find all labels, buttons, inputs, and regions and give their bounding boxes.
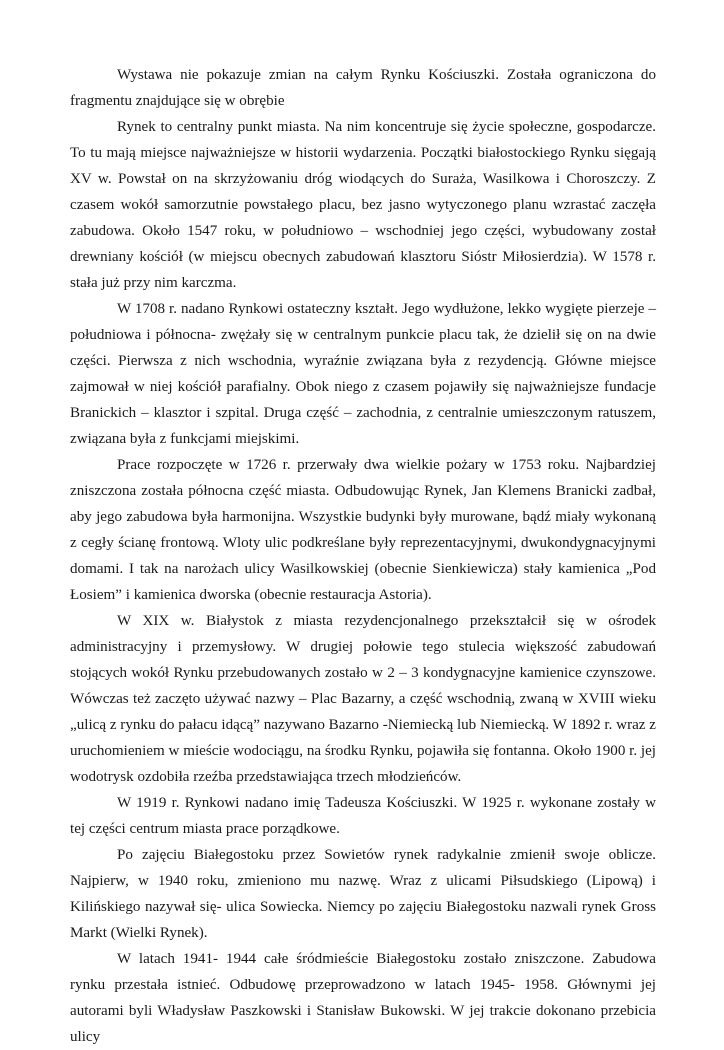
paragraph-soviet: Po zajęciu Białegostoku przez Sowietów rynek radykalnie zmienił swoje oblicze. Najpierw, w 1940 roku, zmieniono mu nazwę. Wraz z ulicami Piłsudskiego (Lipową) i Kilińskiego nazywał się- ulica Sowiecka. Niemcy po zajęciu Białegostoku nazwali rynek Gross Markt (Wielki Rynek). xyxy=(70,847,656,941)
paragraph-intro: Wystawa nie pokazuje zmian na całym Rynku Kościuszki. Została ograniczona do fragmentu znajdujące się w obrębie xyxy=(70,67,656,109)
paragraph-rynek-origins: Rynek to centralny punkt miasta. Na nim koncentruje się życie społeczne, gospodarcze. To tu mają miejsce najważniejsze w historii wydarzenia. Początki białostockiego Rynku sięgają XV w. Powstał on na skrzyżowaniu dróg wiodących do Suraża, Wasilkowa i Choroszczy. Z czasem wokół samorzutnie powstałego placu, bez jasno wytyczonego planu wzrastać zaczęła zabudowa. Około 1547 roku, w południowo – wschodniej jego części, wybudowany został drewniany kościół (w miejscu obecnych zabudowań klasztoru Sióstr Miłosierdzia). W 1578 r. stała już przy nim karczma. xyxy=(70,119,656,291)
paragraph-1708: W 1708 r. nadano Rynkowi ostateczny kształt. Jego wydłużone, lekko wygięte pierzeje – południowa i północna- zwężały się w centralnym punkcie placu tak, że dzielił się on na dwie części. Pierwsza z nich wschodnia, wyraźnie związana była z rezydencją. Główne miejsce zajmował w niej kościół parafialny. Obok niego z czasem pojawiły się najważniejsze fundacje Branickich – klasztor i szpital. Druga część – zachodnia, z centralnie umieszczonym ratuszem, związana była z funkcjami miejskimi. xyxy=(70,301,656,447)
paragraph-1919: W 1919 r. Rynkowi nadano imię Tadeusza Kościuszki. W 1925 r. wykonane zostały w tej części centrum miasta prace porządkowe. xyxy=(70,795,656,837)
paragraph-1726: Prace rozpoczęte w 1726 r. przerwały dwa wielkie pożary w 1753 roku. Najbardziej zniszczona została północna część miasta. Odbudowując Rynek, Jan Klemens Branicki zadbał, aby jego zabudowa była harmonijna. Wszystkie budynki były murowane, bądź miały wykonaną z cegły ścianę frontową. Wloty ulic podkreślane były reprezentacyjnymi, dwukondygnacyjnymi domami. I tak na narożach ulicy Wasilkowskiej (obecnie Sienkiewicza) stały kamienica „Pod Łosiem” i kamienica dworska (obecnie restauracja Astoria). xyxy=(70,457,656,603)
paragraph-xix-century: W XIX w. Białystok z miasta rezydencjonalnego przekształcił się w ośrodek administracyjny i przemysłowy. W drugiej połowie tego stulecia większość zabudowań stojących wokół Rynku przebudowanych zostało w 2 – 3 kondygnacyjne kamienice czynszowe. Wówczas też zaczęto używać nazwy – Plac Bazarny, a część wschodnią, zwaną w XVIII wieku „ulicą z rynku do pałacu idącą” nazywano Bazarno -Niemiecką lub Niemiecką. W 1892 r. wraz z uruchomieniem w mieście wodociągu, na środku Rynku, pojawiła się fontanna. Około 1900 r. jej wodotrysk ozdobiła rzeźba przedstawiająca trzech młodzieńców. xyxy=(70,613,656,785)
paragraph-1941-1944: W latach 1941- 1944 całe śródmieście Białegostoku zostało zniszczone. Zabudowa rynku przestała istnieć. Odbudowę przeprowadzono w latach 1945- 1958. Głównymi jej autorami byli Władysław Paszkowski i Stanisław Bukowski. W jej trakcie dokonano przebicia ulicy xyxy=(70,951,656,1045)
document-body xyxy=(70,62,656,1050)
